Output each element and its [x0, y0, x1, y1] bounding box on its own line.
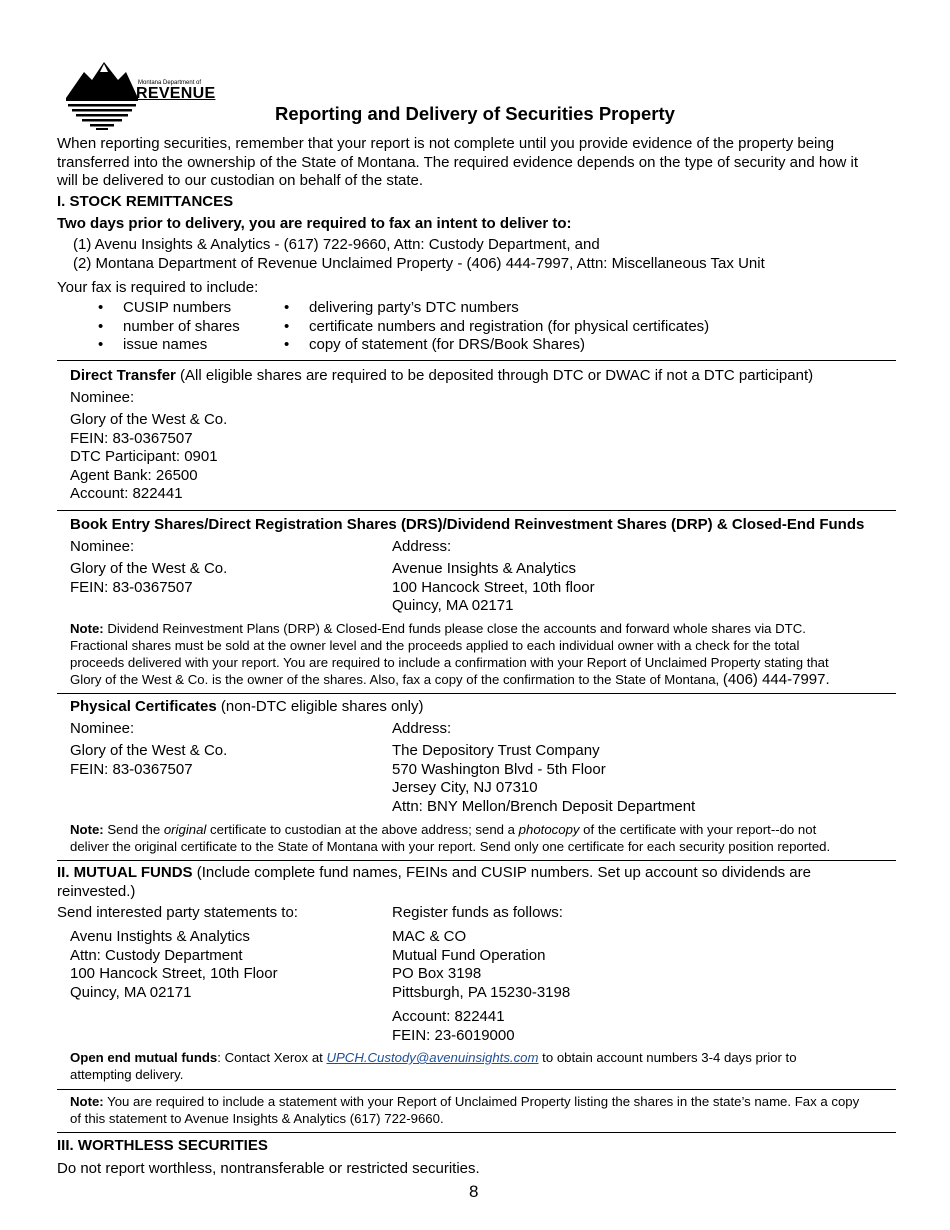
divider: [57, 693, 896, 694]
page-number: 8: [469, 1182, 479, 1201]
divider: [57, 860, 896, 861]
divider: [57, 360, 896, 361]
logo-small-text: Montana Department of: [138, 80, 202, 86]
include-list-left: [98, 299, 240, 355]
worthless-securities-text: Do not report worthless, nontransferable or restricted securities.: [57, 1160, 480, 1177]
divider: [57, 1089, 896, 1090]
register-account: Account: 822441 FEIN: 23-6019000: [392, 1008, 515, 1044]
physical-nominee-label: Nominee:: [70, 720, 135, 737]
direct-transfer-subtitle: (All eligible shares are required to be deposited through DTC or DWAC if not a DTC participant): [175, 367, 814, 384]
direct-transfer-nominee: Glory of the West & Co. FEIN: 83-0367507 DTC Participant: 0901 Agent Bank: 26500 Account: 822441: [70, 411, 228, 503]
include-list-right: [284, 299, 709, 355]
book-entry-address: Avenue Insights & Analytics 100 Hancock Street, 10th floor Quincy, MA 02171: [392, 560, 595, 615]
fax-include-label: Your fax is required to include:: [57, 279, 259, 296]
list-item: • issue names: [98, 336, 208, 354]
statements-label: Send interested party statements to:: [57, 904, 298, 921]
section-stock-remittances-heading: I. STOCK REMITTANCES: [57, 193, 234, 210]
intro-line: transferred into the ownership of the State of Montana. The required evidence depends on the type of security and how it: [57, 153, 859, 171]
mutual-funds-note: Note: You are required to include a statement with your Report of Unclaimed Property listing the shares in the state’s name. Fax a copy of this statement to Avenue Insights & Analytics (617) 722-9660.: [70, 1094, 860, 1126]
book-entry-note: Note: Dividend Reinvestment Plans (DRP) & Closed-End funds please close the accounts and forward whole shares via DTC. Fractional shares must be sold at the owner level and the proceeds applied to each individual owner with a check for the total proceeds delivered with your report. You are required to include a confirmation with your Report of Unclaimed Property stating that Glory of the West & Co. is the owner of the shares. Also, fax a copy of the confirmation to the State of Montana, (406) 444-7997.: [70, 621, 830, 688]
worthless-securities-heading: III. WORTHLESS SECURITIES: [57, 1137, 268, 1154]
list-item: • delivering party’s DTC numbers: [284, 299, 519, 316]
mutual-funds-heading: II. MUTUAL FUNDS (Include complete fund names, FEINs and CUSIP numbers. Set up account so dividends are reinvested.): [57, 864, 811, 900]
fax-intent-heading: Two days prior to delivery, you are required to fax an intent to deliver to:: [57, 215, 572, 232]
direct-transfer-title: Direct Transfer: [70, 367, 176, 384]
logo-word: REVENUE: [136, 85, 216, 102]
book-entry-nominee-label: Nominee:: [70, 538, 135, 555]
direct-transfer-heading: [70, 367, 813, 386]
fax-target: (1) Avenu Insights & Analytics - (617) 722-9660, Attn: Custody Department, and: [73, 236, 600, 253]
direct-transfer-nominee-label: Nominee:: [70, 389, 135, 406]
physical-note: Note: Send the original certificate to custodian at the above address; send a photocopy of the certificate with your report--do not deliver the original certificate to the State of Montana with your report. Send only one certificate for each security position reported.: [70, 822, 831, 854]
list-item: • CUSIP numbers: [98, 299, 232, 316]
list-item: • number of shares: [98, 317, 240, 335]
statements-address: Avenu Instights & Analytics Attn: Custody Department 100 Hancock Street, 10th Floor Quincy, MA 02171: [70, 928, 278, 1001]
physical-address: The Depository Trust Company 570 Washington Blvd - 5th Floor Jersey City, NJ 07310 Attn: BNY Mellon/Brench Deposit Department: [392, 742, 696, 815]
divider: [57, 1132, 896, 1133]
book-entry-nominee: Glory of the West & Co. FEIN: 83-0367507: [70, 560, 228, 596]
physical-nominee: Glory of the West & Co. FEIN: 83-0367507: [70, 742, 228, 778]
book-entry-address-label: Address:: [392, 538, 452, 555]
open-end-note: Open end mutual funds: Contact Xerox at UPCH.Custody@avenuinsights.com to obtain account numbers 3-4 days prior to attempting delivery.: [70, 1050, 797, 1082]
physical-certificates-heading: Physical Certificates (non-DTC eligible shares only): [70, 698, 424, 715]
custody-email-link[interactable]: UPCH.Custody@avenuinsights.com: [326, 1050, 539, 1065]
intro-paragraph: [57, 135, 858, 191]
register-address: MAC & CO Mutual Fund Operation PO Box 3198 Pittsburgh, PA 15230-3198: [392, 928, 571, 1001]
physical-address-label: Address:: [392, 720, 452, 737]
fax-target: (2) Montana Department of Revenue Unclaimed Property - (406) 444-7997, Attn: Miscellaneous Tax Unit: [73, 255, 765, 272]
register-label: Register funds as follows:: [392, 904, 563, 921]
list-item: • copy of statement (for DRS/Book Shares): [284, 336, 585, 354]
divider: [57, 510, 896, 511]
intro-line: will be delivered to our custodian on behalf of the state.: [57, 172, 424, 190]
intro-line: When reporting securities, remember that your report is not complete until you provide evidence of the property being: [57, 135, 835, 152]
revenue-logo: [62, 58, 216, 134]
list-item: • certificate numbers and registration (for physical certificates): [284, 317, 710, 335]
book-entry-heading: Book Entry Shares/Direct Registration Shares (DRS)/Dividend Reinvestment Shares (DRP) & Closed-End Funds: [70, 516, 865, 533]
page-title: Reporting and Delivery of Securities Property: [275, 103, 675, 124]
